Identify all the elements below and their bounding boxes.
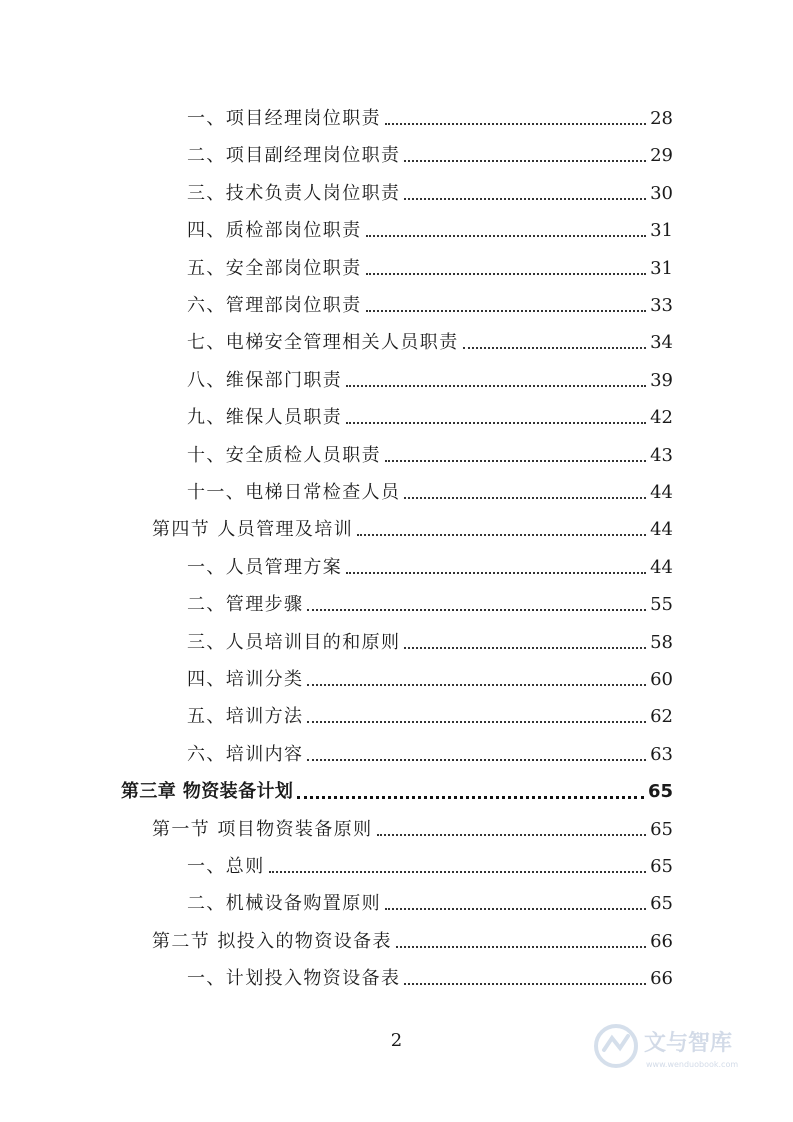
toc-entry-page: 43 (650, 444, 673, 466)
toc-entry[interactable] (187, 141, 673, 171)
toc-entry-label: 一、人员管理方案 (187, 556, 343, 578)
toc-dot-leader (366, 273, 646, 275)
toc-dot-leader (385, 123, 646, 125)
toc-entry-label: 二、管理步骤 (187, 594, 304, 616)
toc-entry-page: 65 (647, 781, 673, 803)
toc-entry[interactable] (187, 179, 673, 209)
toc-dot-leader (346, 422, 646, 424)
toc-dot-leader (404, 647, 646, 649)
toc-dot-leader (307, 684, 646, 686)
toc-entry-page: 65 (650, 818, 673, 840)
toc-dot-leader (385, 908, 646, 910)
toc-entry-label: 一、计划投入物资设备表 (187, 968, 401, 990)
toc-dot-leader (385, 460, 646, 462)
toc-dot-leader (463, 347, 646, 349)
toc-entry-page: 55 (650, 594, 673, 616)
toc-dot-leader (377, 834, 647, 836)
toc-entry-page: 34 (650, 332, 673, 354)
toc-entry-page: 44 (650, 482, 673, 503)
toc-entry-label: 一、总则 (187, 856, 265, 877)
toc-entry-page: 29 (650, 145, 673, 167)
watermark-icon (596, 1026, 636, 1066)
toc-entry[interactable] (187, 740, 673, 770)
watermark-text: 文与智库 (644, 1031, 733, 1056)
toc-entry[interactable] (152, 927, 673, 957)
toc-entry-label: 第一节 项目物资装备原则 (152, 818, 373, 840)
toc-entry[interactable] (187, 216, 673, 246)
toc-entry-page: 31 (650, 220, 673, 242)
toc-entry-page: 42 (650, 407, 673, 429)
toc-entry-page: 62 (650, 706, 673, 728)
toc-entry-page: 28 (650, 108, 673, 129)
toc-entry[interactable] (187, 328, 673, 358)
toc-entry-page: 66 (650, 968, 673, 990)
toc-entry-page: 44 (650, 556, 673, 578)
toc-entry[interactable] (187, 964, 673, 994)
toc-dot-leader (357, 534, 646, 536)
toc-entry[interactable] (187, 478, 673, 508)
toc-entry-page: 44 (650, 519, 673, 541)
toc-entry-page: 60 (650, 669, 673, 690)
toc-entry-page: 31 (650, 257, 673, 279)
toc-entry[interactable] (187, 403, 673, 433)
toc-entry-label: 二、项目副经理岗位职责 (187, 145, 401, 167)
toc-entry-label: 一、项目经理岗位职责 (187, 108, 381, 129)
toc-entry-page: 65 (650, 856, 673, 877)
toc-entry[interactable] (187, 590, 673, 620)
toc-entry[interactable] (187, 366, 673, 396)
toc-entry-label: 二、机械设备购置原则 (187, 893, 381, 915)
toc-dot-leader (307, 609, 646, 611)
toc-entry-label: 五、培训方法 (187, 706, 304, 728)
toc-entry-label: 第三章 物资装备计划 (121, 781, 294, 803)
toc-entry[interactable] (121, 777, 673, 807)
toc-dot-leader (396, 946, 646, 948)
toc-entry-page: 66 (650, 930, 673, 952)
toc-entry-label: 三、技术负责人岗位职责 (187, 182, 401, 204)
toc-dot-leader (404, 983, 646, 985)
toc-entry-page: 63 (650, 743, 673, 765)
toc-entry-label: 四、质检部岗位职责 (187, 220, 362, 242)
toc-entry[interactable] (187, 702, 673, 732)
toc-dot-leader (297, 796, 644, 799)
toc-entry[interactable] (152, 815, 673, 845)
toc-entry-label: 第四节 人员管理及培训 (152, 519, 354, 541)
page-number: 2 (390, 1030, 403, 1051)
toc-dot-leader (404, 198, 646, 200)
toc-entry-label: 四、培训分类 (187, 669, 304, 690)
toc-entry-label: 三、人员培训目的和原则 (187, 631, 401, 653)
toc-entry-page: 33 (650, 295, 673, 316)
toc-entry[interactable] (187, 553, 673, 583)
toc-entry[interactable] (187, 665, 673, 695)
toc-dot-leader (307, 759, 646, 761)
toc-entry[interactable] (187, 889, 673, 919)
toc-entry-label: 十、安全质检人员职责 (187, 444, 381, 466)
toc-dot-leader (346, 385, 646, 387)
toc-dot-leader (307, 721, 646, 723)
toc-entry[interactable] (152, 515, 673, 545)
toc-entry-label: 六、培训内容 (187, 743, 304, 765)
toc-entry-label: 五、安全部岗位职责 (187, 257, 362, 279)
toc-dot-leader (404, 160, 646, 162)
toc-entry-label: 九、维保人员职责 (187, 407, 343, 429)
toc-entry[interactable] (187, 441, 673, 471)
toc-entry-label: 第二节 拟投入的物资设备表 (152, 930, 392, 952)
toc-dot-leader (346, 572, 646, 574)
toc-dot-leader (404, 497, 646, 499)
toc-entry[interactable] (187, 291, 673, 321)
toc-entry[interactable] (187, 104, 673, 134)
toc-entry[interactable] (187, 628, 673, 658)
toc-entry-label: 八、维保部门职责 (187, 369, 343, 391)
toc-entry[interactable] (187, 852, 673, 882)
toc-dot-leader (366, 235, 646, 237)
watermark-url: www.wenduobook.com (646, 1060, 739, 1069)
watermark-logo (590, 1020, 760, 1076)
toc-entry-page: 65 (650, 893, 673, 915)
toc-entry-label: 十一、电梯日常检查人员 (187, 482, 401, 503)
toc-entry-label: 七、电梯安全管理相关人员职责 (187, 332, 459, 354)
toc-dot-leader (269, 871, 646, 873)
toc-entry-page: 58 (650, 631, 673, 653)
toc-entry[interactable] (187, 254, 673, 284)
toc-entry-label: 六、管理部岗位职责 (187, 295, 362, 316)
toc-entry-page: 30 (650, 182, 673, 204)
toc-entry-page: 39 (650, 369, 673, 391)
toc-dot-leader (366, 310, 646, 312)
